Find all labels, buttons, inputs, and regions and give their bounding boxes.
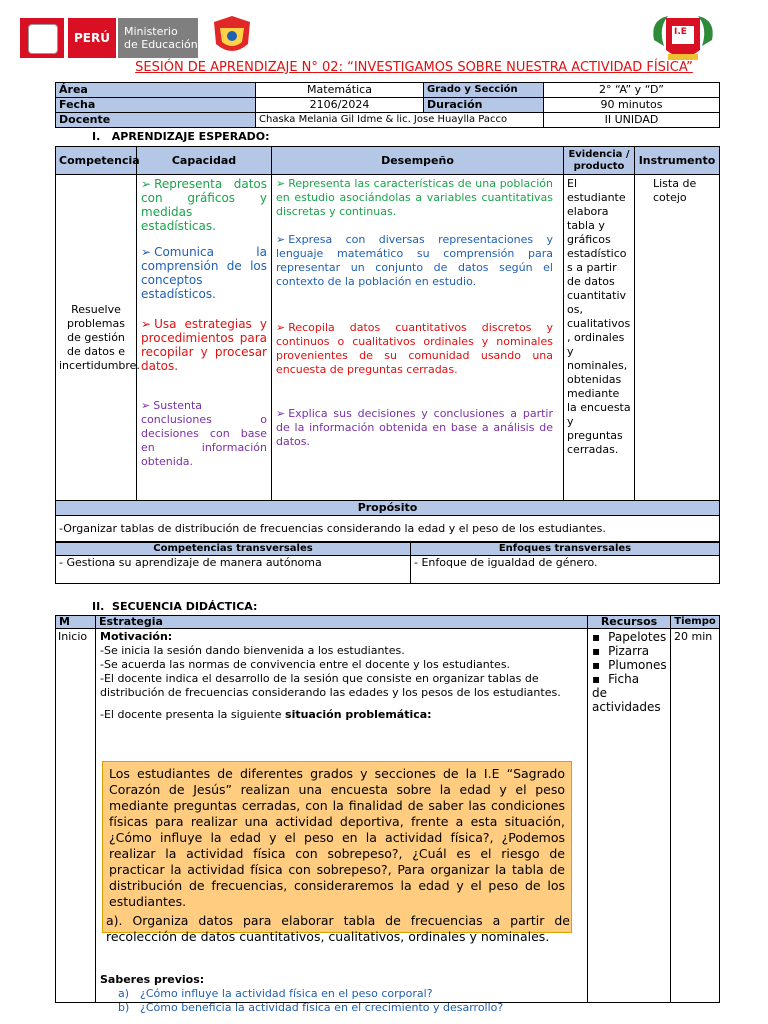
saberes-list bbox=[118, 987, 503, 1015]
recurso-item: ▪ Ficha de actividades bbox=[592, 672, 642, 714]
grado-value: 2° “A” y “D” bbox=[544, 83, 720, 98]
capacidad-2: ➢ Comunica la comprensión de los conceptos estadísticos. bbox=[141, 233, 267, 317]
enfoques-text: - Enfoque de igualdad de género. bbox=[411, 556, 720, 584]
comp-trans-label: Competencias transversales bbox=[56, 543, 411, 556]
area-value: Matemática bbox=[256, 83, 424, 98]
capacidad-1: ➢ Representa datos con gráficos y medidas estadísticas. bbox=[141, 177, 267, 233]
header-momento: M bbox=[56, 616, 96, 629]
area-label: Área bbox=[56, 83, 256, 98]
fecha-value: 2106/2024 bbox=[256, 98, 424, 113]
header-tiempo: Tiempo bbox=[671, 616, 720, 629]
capacidad-4: ➢ Sustenta conclusiones o decisiones con base en información obtenida. bbox=[141, 387, 267, 469]
school-logo-icon bbox=[210, 14, 254, 60]
header-instrumento: Instrumento bbox=[635, 147, 720, 175]
grado-label: Grado y Sección bbox=[424, 83, 544, 98]
header-recursos: Recursos bbox=[588, 616, 671, 629]
proposito-label: Propósito bbox=[56, 501, 720, 516]
actividad-a: a). Organiza datos para elaborar tabla de frecuencias a partir de recolección de datos cuantitativos, cualitativos, ordinales y nominales. bbox=[106, 913, 570, 944]
recursos-list bbox=[592, 630, 666, 714]
instrumento-cell: Lista de cotejo bbox=[635, 175, 720, 501]
logo-peru: PERÚ bbox=[68, 18, 116, 58]
info-table bbox=[55, 82, 720, 128]
section1-title: I. APRENDIZAJE ESPERADO: bbox=[92, 130, 270, 143]
recurso-item: ▪ Pizarra bbox=[592, 644, 666, 658]
momento-cell: Inicio bbox=[56, 629, 96, 1003]
desempeno-2: ➢ Expresa con diversas representaciones y lenguaje matemático su comprensión para representar un conjunto de datos según el contexto de la población en estudio. bbox=[276, 233, 553, 321]
header-evidencia: Evidencia / producto bbox=[564, 147, 635, 175]
situacion-box bbox=[102, 761, 572, 933]
proposito-text: -Organizar tablas de distribución de frecuencias considerando la edad y el peso de los estudiantes. bbox=[56, 516, 720, 542]
header-competencia: Competencia bbox=[56, 147, 137, 175]
evidencia-cell: El estudiante elabora tabla y gráficos estadísticos a partir de datos cuantitativos, cualitativos, ordinales y nominales, obtenidas mediante la encuesta y preguntas cerradas. bbox=[564, 175, 635, 501]
recurso-item: ▪ Plumones bbox=[592, 658, 666, 672]
situacion-intro bbox=[100, 708, 583, 722]
docente-label: Docente bbox=[56, 113, 256, 128]
aprendizaje-table bbox=[55, 146, 720, 542]
header-desempeno: Desempeño bbox=[272, 147, 564, 175]
tiempo-cell: 20 min bbox=[671, 629, 720, 1003]
ie-crest-label: I.E bbox=[674, 27, 687, 37]
enfoques-label: Enfoques transversales bbox=[411, 543, 720, 556]
fecha-label: Fecha bbox=[56, 98, 256, 113]
saber-mark: b) bbox=[118, 1001, 130, 1014]
page-title: SESIÓN DE APRENDIZAJE N° 02: “INVESTIGAMOS SOBRE NUESTRA ACTIVIDAD FÍSICA” bbox=[135, 60, 693, 75]
motivacion-label: Motivación: bbox=[100, 630, 173, 643]
unidad-value: II UNIDAD bbox=[544, 113, 720, 128]
desempeno-4: ➢ Explica sus decisiones y conclusiones a partir de la información obtenida en base a análisis de datos. bbox=[276, 407, 553, 449]
desempeno-3: ➢ Recopila datos cuantitativos discretos y continuos o cualitativos ordinales y nominales provenientes de su comunidad usando una encuesta de preguntas cerradas. bbox=[276, 321, 553, 407]
header-estrategia: Estrategia bbox=[96, 616, 588, 629]
desempeno-1: ➢ Representa las características de una población en estudio asociándolas a variables cuantitativas discretas y continuas. bbox=[276, 177, 553, 233]
logo-ministerio: Ministerio de Educación bbox=[118, 18, 198, 58]
comp-trans-text: - Gestiona su aprendizaje de manera autónoma bbox=[56, 556, 411, 584]
saberes-label: Saberes previos: bbox=[100, 973, 205, 986]
duracion-label: Duración bbox=[424, 98, 544, 113]
ie-crest-icon bbox=[648, 10, 718, 66]
saber-text: ¿Cómo beneficia la actividad física en el crecimiento y desarrollo? bbox=[140, 1001, 504, 1014]
estrategia-line-2: -Se acuerda las normas de convivencia entre el docente y los estudiantes. bbox=[100, 658, 511, 671]
saber-item bbox=[118, 1001, 503, 1015]
capacidad-3: ➢ Usa estrategias y procedimientos para recopilar y procesar datos. bbox=[141, 317, 267, 387]
docente-value: Chaska Melania Gil Idme & lic. Jose Huaylla Pacco bbox=[256, 113, 544, 128]
secuencia-table bbox=[55, 615, 720, 1014]
presenta-bold: situación problemática: bbox=[285, 708, 432, 721]
recurso-item: ▪ Papelotes bbox=[592, 630, 666, 644]
estrategia-line-3: -El docente indica el desarrollo de la sesión que consiste en organizar tablas de distribución de frecuencias considerando las edades y los pesos de los estudiantes. bbox=[100, 672, 561, 699]
peru-shield-icon bbox=[28, 24, 58, 54]
presenta-prefix: -El docente presenta la siguiente bbox=[100, 708, 286, 721]
duracion-value: 90 minutos bbox=[544, 98, 720, 113]
section2-title: II. SECUENCIA DIDÁCTICA: bbox=[92, 600, 258, 613]
saber-text: ¿Cómo influye la actividad física en el peso corporal? bbox=[140, 987, 433, 1000]
transversales-table bbox=[55, 542, 720, 584]
saber-item bbox=[118, 987, 503, 1001]
header-capacidad: Capacidad bbox=[137, 147, 272, 175]
estrategia-line-1: -Se inicia la sesión dando bienvenida a los estudiantes. bbox=[100, 644, 405, 657]
situacion-text: Los estudiantes de diferentes grados y secciones de la I.E “Sagrado Corazón de Jesús” realizan una encuesta sobre la edad y el peso mediante preguntas cerradas, con la finalidad de saber las condiciones físicas para realizar una actividad deportiva, frente a esta situación, ¿Cómo influye la edad y el peso en la actividad física?, ¿Podemos realizar la actividad física con sobrepeso?, ¿Cuál es el riesgo de practicar la actividad física con sobrepeso?, Para organizar la tabla de distribución de frecuencias, consideraremos la edad y el peso de los estudiantes. bbox=[109, 766, 565, 909]
saber-mark: a) bbox=[118, 987, 130, 1000]
competencia-cell: Resuelve problemas de gestión de datos e incertidumbre. bbox=[56, 175, 137, 501]
